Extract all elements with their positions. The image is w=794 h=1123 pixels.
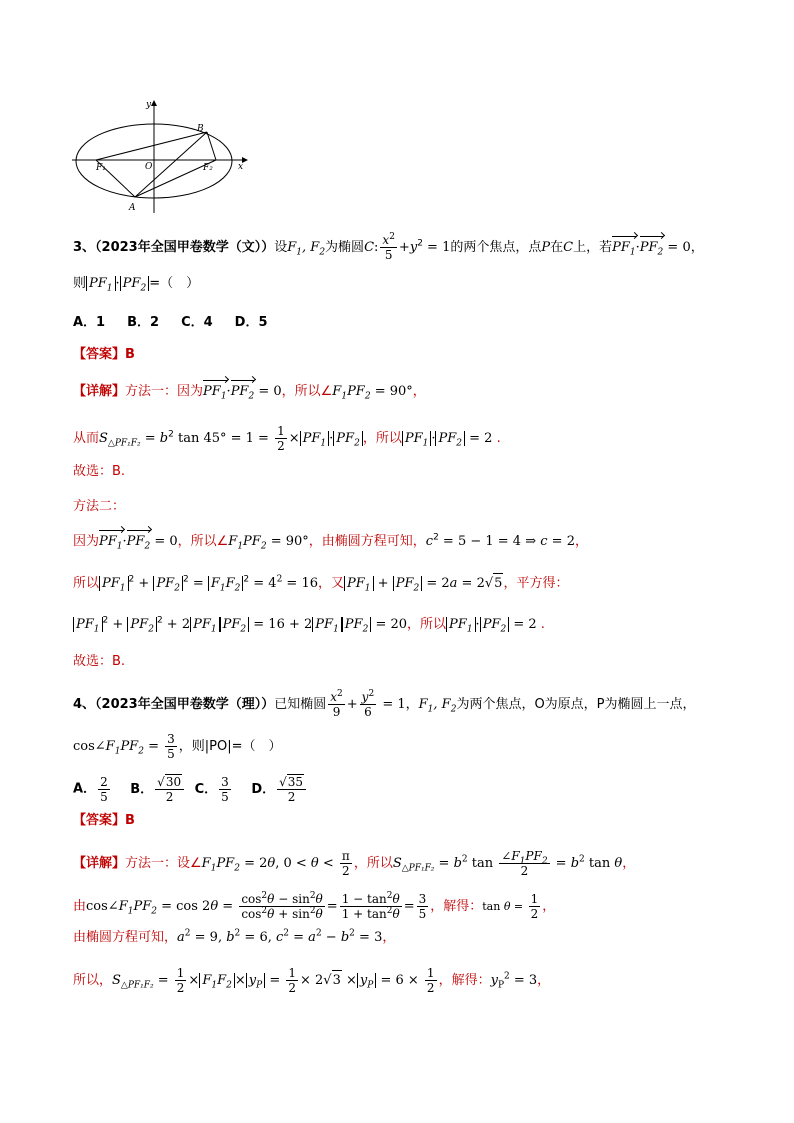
q3-text: ，所以∠ [177,534,229,549]
q3-choose2 [73,652,125,672]
label-x: x [238,162,244,172]
ellipse-figure [70,98,250,218]
q3-choose1 [73,462,125,482]
q3-option-c: C．4 [181,315,213,330]
q3-source: （2023年全国甲卷数学（文）） [95,240,275,255]
q3-detail-line4: 所以 $PF_1^2 + PF_2^2 = F_1F_2^2 = 4^2 = 16$，又 $PF_1 + PF_2 = 2a = 2√5$，平方得： [73,574,569,594]
q3-option-b: B．2 [127,315,160,330]
answer-tag: 【答案】 [73,813,126,828]
q4-text: 所以， [73,973,113,988]
q4-text: 已知椭圆 [274,697,327,712]
q4-text: ，则|PO|=（ ） [178,739,282,754]
q4-options: A． $\frac{2}{5}$ B． $\frac{√30}{2}$ C． $\frac{3}{5}$ D． $\frac{√35}{2}$ [73,774,308,804]
q3-text: 因为 [73,534,100,549]
q4-option-d: D． [251,781,276,797]
detail-tag: 【详解】 [73,856,126,871]
label-F1: F₁ [96,163,106,173]
q3-option-d: D．5 [234,315,268,330]
q3-detail-line1: 【详解】方法一：因为$PF_1\cdot PF_2 = 0$，所以$\angle F_1PF_2 = 90^\circ$， [73,384,426,402]
q3-text: ，由椭圆方程可知， [308,534,426,549]
q4-text: ，解得： [438,973,491,988]
q4-number: 4、 [73,697,96,712]
q3-text: 在 [550,240,564,255]
q3-text: 设 [274,240,288,255]
detail-tag: 【详解】 [73,384,126,399]
label-F2: F₂ [203,163,213,173]
q3-option-a: A．1 [73,315,106,330]
answer-value: B [125,813,135,828]
q4-text: ，解得： [430,899,483,914]
q4-text: 方法一：设∠ [125,856,202,871]
q3-options [73,313,290,333]
q4-text: ， [405,697,419,712]
q3-text: 的两个焦点，点 [450,240,542,255]
q4-detail-line3: 由椭圆方程可知，$a^2 = 9$, $b^2 = 6$, $c^2 = a^2 - b^2 = 3$， [73,928,396,945]
q3-text: 为椭圆 [325,240,365,255]
q4-stem-line1: 4、（2023年全国甲卷数学（理））已知椭圆 $\frac{x^2}{9}$ + $\frac{y^2}{6}$ = 1，$F_1$, $F_2$为两个焦点，O为原点，P为椭圆上一点， [73,689,696,719]
q3-text: 方法二： [73,499,126,514]
q3-stem-line2: 则 $PF_1 \cdot PF_2$ =（ ） [73,276,200,294]
answer-tag: 【答案】 [73,347,126,362]
answer-value: B [125,347,135,362]
q3-text: ，所以 [362,431,402,446]
q4-detail-line1: 【详解】方法一：设$\angle F_1PF_2 = 2\theta$, 0 < θ < $\frac{\pi}{2}$ ，所以$S_{\triangle PF_1F_2} = b^2$ tan $\frac{\angle F_1PF_2}{2}$ = $b^2$ tan θ， [73,849,636,878]
q3-stem-line1: 3、（2023年全国甲卷数学（文））设$F_1$, $F_2$为椭圆C: $\frac{x^2}{5}$ $+y^2 = 1$的两个焦点，点P在C上，若$PF_1\cdot PF_2 = 0$， [73,232,704,262]
q4-answer [73,811,135,831]
label-B: B [197,124,204,134]
q3-text: ，平方得： [503,576,569,591]
q3-text: 上，若 [573,240,613,255]
q3-number: 3、 [73,240,96,255]
q3-text: =（ ） [149,276,200,291]
q3-text: 故选：B. [73,464,126,479]
q3-text: ，又 [318,576,345,591]
q4-detail-line4: 所以，$S_{\triangle PF_1F_2}$ = $\frac{1}{2}$ × $F_1F_2 \times y_P$ = $\frac{1}{2}$ × $2√3 \times y_P = 6$ × $\frac{1}{2}$ ，解得：$y_P^2 = 3$， [73,966,551,995]
q4-text: 由椭圆方程可知， [73,930,178,945]
q3-method2-title [73,497,125,517]
y-axis-arrow [151,100,157,106]
label-O: O [145,162,153,172]
q3-detail-line5: $PF_1^2 + PF_2^2 + 2$ $PF_1$ $PF_2 = 16 + 2$ $PF_1$ $PF_2 = 20$，所以 $PF_1 \cdot PF_2 = 2$ . [73,615,545,635]
q4-option-b: B． [130,781,154,797]
q4-option-a: A． [73,781,97,797]
q3-detail-line3: 因为$PF_1\cdot PF_2 = 0$，所以$\angle F_1PF_2 = 90^\circ$，由椭圆方程可知，$c^2 = 5 - 1 = 4$ ⇒ c = 2， [73,532,588,552]
q3-text: 则 [73,276,87,291]
q3-text: 方法一：因为 [125,384,204,399]
q4-text: 由 [73,899,87,914]
q3-text: ，所以∠ [281,384,333,399]
segment-F1-B [96,132,207,160]
q4-stem-line2: $\cos\angle F_1PF_2$ = $\frac{3}{5}$ ，则|PO|=（ ） [73,732,282,761]
q3-text: 从而 [73,431,100,446]
q3-text: 所以 [73,576,100,591]
q3-text: 故选：B. [73,654,126,669]
label-A: A [129,203,136,213]
q4-text: 为两个焦点，O为原点，P为椭圆上一点， [456,697,696,712]
label-y: y [146,100,152,110]
q3-detail-line2: 从而$S_{\triangle PF_1F_2} = b^2$ tan 45° = 1 = $\frac{1}{2}$ × $PF_1 \cdot PF_2$ ，所以 $PF_1 \cdot PF_2 = 2$ . [73,424,501,453]
q4-source: （2023年全国甲卷数学（理）） [95,697,275,712]
q3-answer [73,345,135,365]
q4-text: ，所以 [353,856,393,871]
q3-text: ，所以 [407,617,447,632]
q4-detail-line2: 由$\cos\angle F_1PF_2 = \cos 2\theta$ = $\frac{\cos^2\theta - \sin^2\theta}{\cos^2\theta + \sin^2\theta}$ = $\frac{1 - \tan^2\theta}{1 + \tan^2\theta}$ = $\frac{3}{5}$ ，解得：tan θ = $\frac{1}{2}$ ， [73,891,556,921]
q4-option-c: C． [194,781,218,797]
